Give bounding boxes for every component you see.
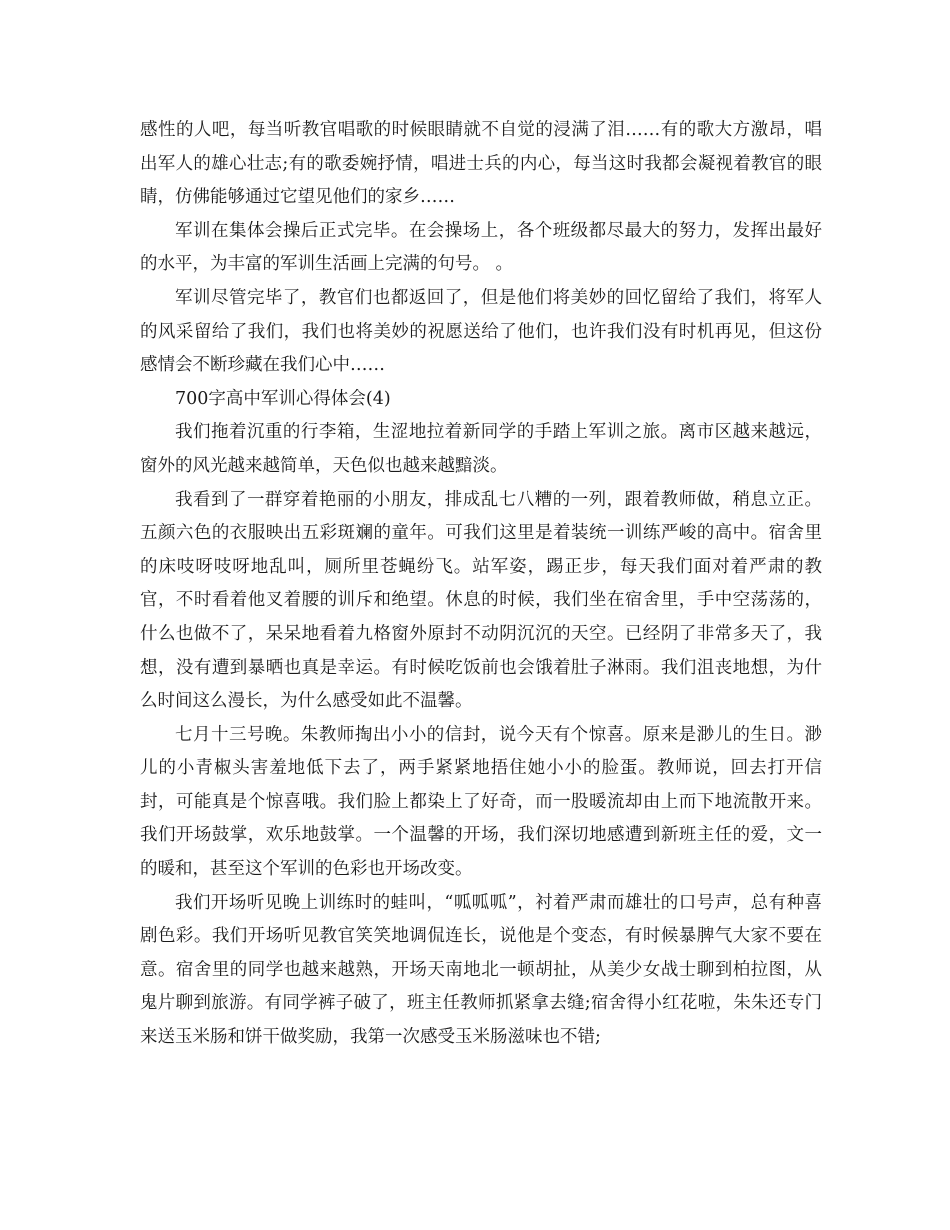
paragraph-continued: 感性的人吧，每当听教官唱歌的时候眼睛就不自觉的浸满了泪……有的歌大方激昂，唱出军人的雄心壮志;有的歌委婉抒情，唱进士兵的内心，每当这时我都会凝视着教官的眼睛，仿佛能够通过它望见他们的家乡…… — [140, 120, 822, 208]
paragraph: 我看到了一群穿着艳丽的小朋友，排成乱七八糟的一列，跟着教师做，稍息立正。五颜六色的衣服映出五彩斑斓的童年。可我们这里是着装统一训练严峻的高中。宿舍里的床吱呀吱呀地乱叫，厕所里苍蝇纷飞。站军姿，踢正步，每天我们面对着严肃的教官，不时看着他叉着腰的训斥和绝望。休息的时候，我们坐在宿舍里，手中空荡荡的，什么也做不了，呆呆地看着九格窗外原封不动阴沉沉的天空。已经阴了非常多天了，我想，没有遭到暴晒也真是幸运。有时候吃饭前也会饿着肚子淋雨。我们沮丧地想，为什么时间这么漫长，为什么感受如此不温馨。 — [140, 489, 822, 712]
paragraph: 军训在集体会操后正式完毕。在会操场上，各个班级都尽最大的努力，发挥出最好的水平，为丰富的军训生活画上完满的句号。 。 — [140, 220, 822, 275]
paragraph: 我们开场听见晚上训练时的蛙叫，“呱呱呱”，衬着严肃而雄壮的口号声，总有种喜剧色彩。我们开场听见教官笑笑地调侃连长，说他是个变态，有时候暴脾气大家不要在意。宿舍里的同学也越来越熟，开场天南地北一顿胡扯，从美少女战士聊到柏拉图，从鬼片聊到旅游。有同学裤子破了，班主任教师抓紧拿去缝;宿舍得小红花啦，朱朱还专门来送玉米肠和饼干做奖励，我第一次感受玉米肠滋味也不错; — [140, 892, 822, 1048]
paragraph: 我们拖着沉重的行李箱，生涩地拉着新同学的手踏上军训之旅。离市区越来越远，窗外的风光越来越简单，天色似也越来越黯淡。 — [140, 422, 822, 476]
section-heading: 700字高中军训心得体会(4) — [175, 388, 391, 409]
paragraph: 七月十三号晚。朱教师掏出小小的信封，说今天有个惊喜。原来是渺儿的生日。渺儿的小青椒头害羞地低下去了，两手紧紧地捂住她小小的脸蛋。教师说，回去打开信封，可能真是个惊喜哦。我们脸上都染上了好奇，而一股暖流却由上而下地流散开来。我们开场鼓掌，欢乐地鼓掌。一个温馨的开场，我们深切地感遭到新班主任的爱，文一的暖和，甚至这个军训的色彩也开场改变。 — [140, 724, 822, 880]
document-body — [140, 114, 822, 1055]
paragraph: 军训尽管完毕了，教官们也都返回了，但是他们将美妙的回忆留给了我们，将军人的风采留给了我们，我们也将美妙的祝愿送给了他们，也许我们没有时机再见，但这份感情会不断珍藏在我们心中…… — [140, 287, 822, 376]
